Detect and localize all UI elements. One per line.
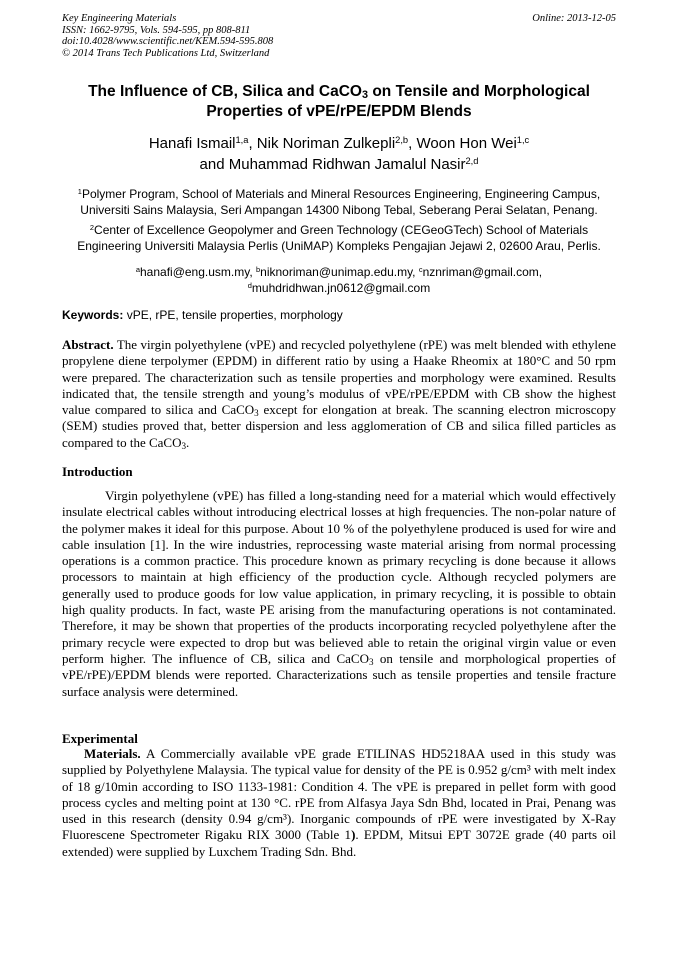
author-list [62,133,616,175]
author-affil-mark: 1,a [235,134,249,145]
issn: ISSN: 1662-9795, Vols. 594-595, pp 808-811 [62,24,251,36]
affil-text: Engineering Universiti Malaysia Perlis (UniMAP) Kompleks Pengajian Jejawi 2, 02600 Arau, Perlis. [77,239,601,253]
author-affil-mark: 2,d [465,155,479,166]
email-link[interactable]: nznriman@gmail.com, [422,265,543,279]
author-name: and Muhammad Ridhwan Jamalul Nasir [199,156,466,173]
title-line-2: Properties of vPE/rPE/EPDM Blends [206,103,472,120]
intro-text: on tensile and morphological properties of vPE/rPE)/EPDM blends were reported. Characterizations such as tensile properties and tensile fracture surface analysis were determined. [62,650,616,699]
subscript: 3 [181,440,187,451]
email-mark: d [247,280,252,290]
affil-text: Universiti Sains Malaysia, Seri Ampangan 14300 Nibong Tebal, Seberang Perai Selatan, Penang. [80,203,598,217]
materials-text: . EPDM, Mitsui EPT 3072E grade (40 parts oil extended) were supplied by Luxchem Trading Sdn. Bhd. [62,827,616,859]
materials-text: A Commercially available vPE grade ETILINAS HD5218AA used in this study was supplied by Polyethylene Malaysia. The typical value for density of the PE is 0.952 g/cm³ with melt index of 18 g/10min according to ISO 1133-1981: Condition 4. The vPE is prepared in pellet form with good process cycles and melting point at 130 °C. rPE from Alfasya Jaya Sdn Bhd, located in Prai, Penang was used in this research (density 0.94 g/cm³). Inorganic compounds of rPE were investigated by X-Ray Fluorescene Spectrometer Rigaku RIX 3000 (Table 1 [62,746,616,843]
email-mark: c [418,264,423,274]
subscript: 3 [368,656,374,667]
abstract-text: . [186,434,190,450]
section-heading-introduction: Introduction [62,464,133,479]
intro-text: Virgin polyethylene (vPE) has filled a long-standing need for a material which would effectively insulate electrical cables without introducing electrical losses at high frequencies. The non-polar nature of the polymer makes it ideal for this purpose. About 10 % of the polyethylene produced is used for wire and cable insulation [1]. In the wire industries, reprocessing waste material arising from normal processing operations is a common practice. This procedure known as primary recycling is done because it allows processors to maintain at high efficiency of the production cycle. Although recycled polymers are generally used to produce goods for low value application, in primary recycling, it is possible to obtain high quality products. In fact, waste PE arising from the manufacturing operations is not contaminated. Therefore, it may be shown that properties of the products incorporating recycled polyethylene after the primary recycle were expected to drop but was believed able to retain the original virgin value or even perform higher. The influence of CB, silica and CaCO [62,488,616,666]
title-part: The Influence of CB, Silica and CaCO [88,83,362,100]
title-part: on Tensile and Morphological [368,83,590,100]
author-name: , Nik Noriman Zulkepli [248,135,396,152]
paper-title [62,82,616,122]
journal-name: Key Engineering Materials [62,13,177,24]
email-link[interactable]: niknoriman@unimap.edu.my, [260,265,419,279]
materials-label: Materials. [84,746,141,761]
abstract [62,337,616,451]
author-affil-mark: 2,b [395,134,409,145]
author-affil-mark: 1,c [516,134,530,145]
section-heading-experimental: Experimental [62,731,138,746]
copyright: © 2014 Trans Tech Publications Ltd, Switzerland [62,47,270,59]
online-date: Online: 2013-12-05 [532,13,616,24]
introduction-paragraph [62,488,616,700]
affiliation-1 [62,186,616,218]
abstract-label: Abstract. [62,337,114,352]
email-mark: b [256,264,261,274]
author-name: Hanafi Ismail [148,135,236,152]
author-emails [62,264,616,296]
materials-paragraph [62,746,616,860]
keywords [62,307,616,323]
keywords-text: vPE, rPE, tensile properties, morphology [123,308,343,322]
subscript: 3 [254,408,259,418]
keywords-label: Keywords: [62,308,124,322]
affil-mark: 2 [89,222,95,232]
affil-text: Center of Excellence Geopolymer and Green Technology (CEGeoGTech) School of Materials [94,223,589,237]
abstract-text: except for elongation at break. The scanning electron microscopy (SEM) studies proved that, better dispersion and less agglomeration of CB and silica filled particles as compared to the CaCO [62,402,616,450]
affil-text: Polymer Program, School of Materials and Mineral Resources Engineering, Engineering Campus, [81,187,601,201]
email-mark: a [135,264,140,274]
journal-header [62,13,616,59]
email-link[interactable]: muhdridhwan.jn0612@gmail.com [251,281,431,295]
materials-text: ) [351,827,356,843]
email-link[interactable]: hanafi@eng.usm.my, [140,265,257,279]
title-subscript: 3 [361,89,369,102]
doi: doi:10.4028/www.scientific.net/KEM.594-595.808 [62,36,274,47]
affil-mark: 1 [77,186,82,196]
affiliation-2 [62,222,616,254]
author-name: , Woon Hon Wei [408,135,517,152]
abstract-text: The virgin polyethylene (vPE) and recycled polyethylene (rPE) was melt blended with ethylene propylene diene terpolymer (EPDM) in different ratio by using a Haake Rheomix at 180°C and 50 rpm were prepared. The characterization such as tensile properties and morphology were examined. Results indicated that, the tensile strength and young’s modulus of vPE/rPE/EPDM with CB show the highest value compared to silica and CaCO [62,337,616,418]
